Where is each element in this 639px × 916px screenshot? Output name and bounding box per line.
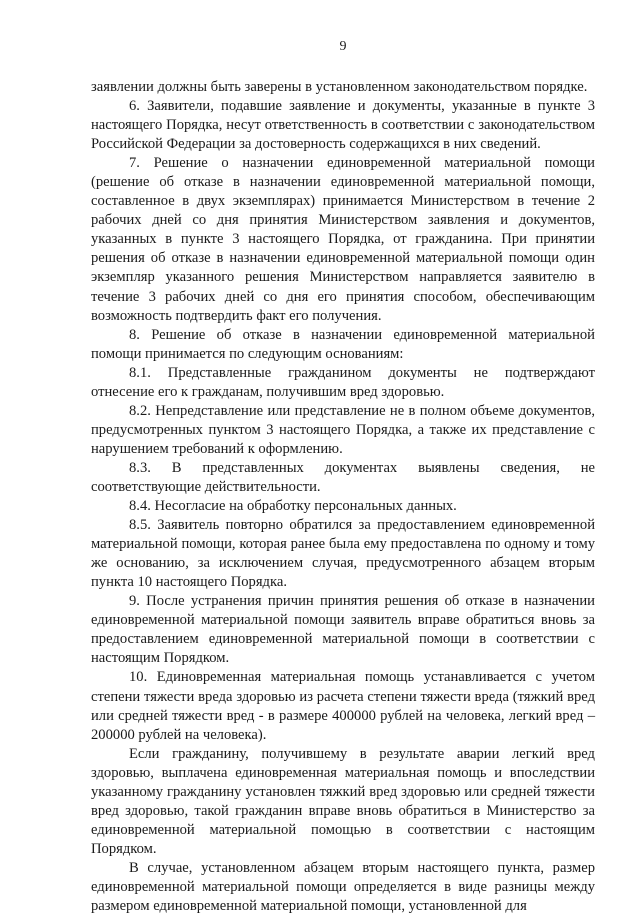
paragraph-item-8-5: 8.5. Заявитель повторно обратился за предоставлением единовременной материальной помощи, которая ранее была ему предоставлена по одному и тому же основанию, за исключением случая, предусмотренного абзацем вторым пункта 10 настоящего Порядка. [91, 517, 595, 591]
paragraph-item-10-second: Если гражданину, получившему в результате аварии легкий вред здоровью, выплачена единовременная материальная помощь и впоследствии указанному гражданину установлен тяжкий вред здоровью или средней тяжести вред здоровью, такой гражданин вправе вновь обратиться в Министерство за единовременной материальной помощью в соответствии с настоящим Порядком. [91, 745, 595, 857]
paragraph-item-6: 6. Заявители, подавшие заявление и документы, указанные в пункте 3 настоящего Порядка, несут ответственность в соответствии с законодательством Российской Федерации за достоверность содержащихся в них сведений. [91, 98, 595, 153]
paragraph-item-9: 9. После устранения причин принятия решения об отказе в назначении единовременной материальной помощи заявитель вправе обратиться вновь за предоставлением единовременной материальной помощи в соответствии с настоящим Порядком. [91, 593, 595, 667]
page-number: 9 [339, 39, 347, 54]
paragraph-item-7: 7. Решение о назначении единовременной материальной помощи (решение об отказе в назначении единовременной материальной помощи, составленное в двух экземплярах) принимается Министерством в течение 2 рабочих дней со дня принятия Министерством заявления и документов, указанных в пункте 3 настоящего Порядка, от гражданина. При принятии решения об отказе в назначении единовременной материальной помощи один экземпляр указанного решения Министерством направляется заявителю в течение 3 рабочих дней со дня его принятия способом, обеспечивающим возможность подтвердить факт его получения. [91, 155, 595, 324]
paragraph-item-10-third: В случае, установленном абзацем вторым настоящего пункта, размер единовременной материальной помощи определяется в виде разницы между размером единовременной материальной помощи, установленной для [91, 859, 595, 915]
paragraph-item-8: 8. Решение об отказе в назначении единовременной материальной помощи принимается по следующим основаниям: [91, 326, 595, 362]
paragraph-item-8-3: 8.3. В представленных документах выявлены сведения, не соответствующие действительности. [91, 459, 595, 495]
paragraph-continuation: заявлении должны быть заверены в установленном законодательством порядке. [91, 79, 588, 95]
paragraph-item-8-4: 8.4. Несогласие на обработку персональных данных. [129, 498, 457, 515]
paragraph-item-8-2: 8.2. Непредставление или представление не в полном объеме документов, предусмотренных пунктом 3 настоящего Порядка, а также их представление с нарушением требований к оформлению. [91, 402, 595, 457]
paragraph-item-10: 10. Единовременная материальная помощь устанавливается с учетом степени тяжести вреда здоровью из расчета степени тяжести вреда (тяжкий вред или средней тяжести вред - в размере 400000 рублей на человека, легкий вред – 200000 рублей на человека). [91, 669, 595, 743]
paragraph-item-8-1: 8.1. Представленные гражданином документы не подтверждают отнесение его к гражданам, получившим вред здоровью. [91, 364, 595, 400]
